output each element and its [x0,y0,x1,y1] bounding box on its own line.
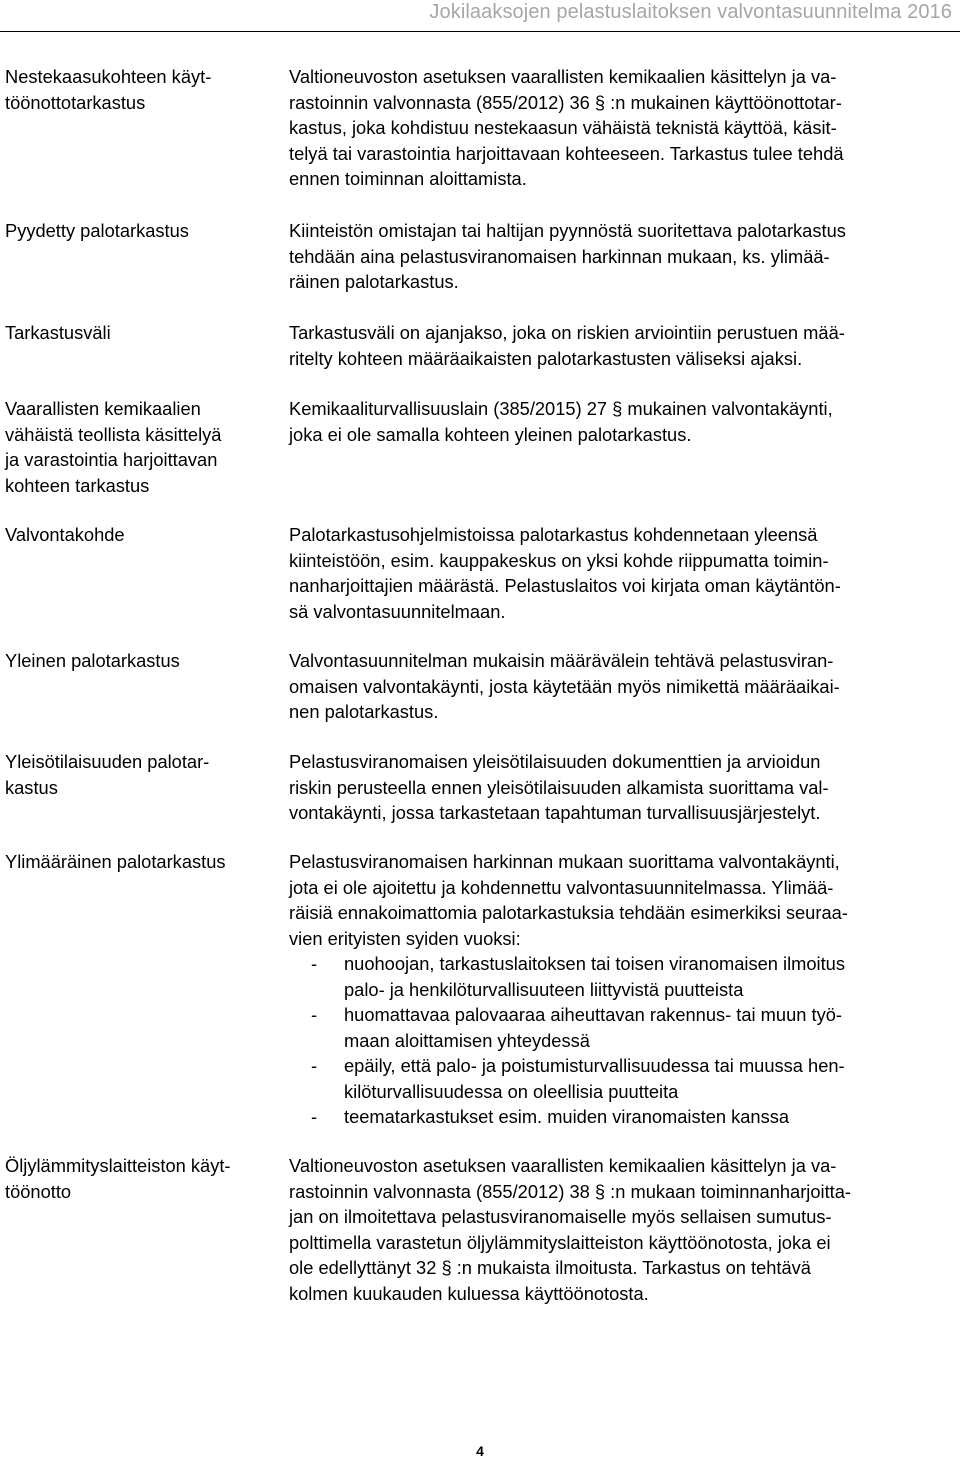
definition-yleisotilaisuuden-palotarkastus [289,749,949,826]
definition-tarkastusvali [289,320,949,371]
list-item-text: teematarkastukset esim. muiden viranomaisten kanssa [344,1106,790,1127]
term-nestekaasukohteen-kayttoonottotarkastus: Nestekaasukohteen käyt- töönottotarkastus [5,66,212,113]
list-item [311,1104,949,1130]
bullet-dash: - [311,1055,318,1076]
definition-text: Pelastusviranomaisen harkinnan mukaan suorittama valvontakäynti, jota ei ole ajoitettu ja kohdennettu valvontasuunnitelmassa. Ylimää- räisiä ennakoimattomia palotarkastuksia tehdään esimerkiksi seuraa- vien erityisten syiden vuoksi: [289,851,848,949]
bullet-dash: - [311,1004,318,1025]
definition-yleinen-palotarkastus [289,648,949,725]
bullet-dash: - [311,1106,318,1127]
definition-vaarallisten-kemikaalien-tarkastus [289,396,949,447]
definition-oljylammityslaitteiston-kayttoonotto [289,1153,949,1306]
term-oljylammityslaitteiston-kayttoonotto: Öljylämmityslaitteiston käyt- töönotto [5,1155,231,1202]
definition-text: Valtioneuvoston asetuksen vaarallisten kemikaalien käsittelyn ja va- rastoinnin valvonnasta (855/2012) 36 § :n mukainen käyttöönottotar- kastus, joka kohdistuu nestekaasun vähäistä teknistä käyttöä, käsit- telyä tai varastointia harjoittavaan kohteeseen. Tarkastus tulee tehdä ennen toiminnan aloittamista. [289,66,844,189]
term-valvontakohde: Valvontakohde [5,524,125,545]
term-tarkastusvali: Tarkastusväli [5,322,111,343]
definition-pyydetty-palotarkastus [289,218,949,295]
list-item [311,1002,949,1053]
list-item-text: nuohoojan, tarkastuslaitoksen tai toisen viranomaisen ilmoitus palo- ja henkilöturvallisuuteen liittyvistä puutteista [344,953,845,1000]
definition-text: Tarkastusväli on ajanjakso, joka on riskien arviointiin perustuen mää- ritelty kohteen määräaikaisten palotarkastusten väliseksi ajaksi. [289,322,845,369]
definition-valvontakohde [289,522,949,624]
list-item-text: huomattavaa palovaaraa aiheuttavan rakennus- tai muun työ- maan aloittamisen yhteydessä [344,1004,842,1051]
term-yleinen-palotarkastus: Yleinen palotarkastus [5,650,180,671]
term-ylimaarainen-palotarkastus: Ylimääräinen palotarkastus [5,851,226,872]
reasons-list [289,951,949,1130]
definition-text: Valvontasuunnitelman mukaisin määrävälein tehtävä pelastusviran- omaisen valvontakäynti, josta käytetään myös nimikettä määräaikai- nen palotarkastus. [289,650,840,722]
list-item [311,951,949,1002]
definition-ylimaarainen-palotarkastus [289,849,949,1130]
header-rule [0,31,960,32]
definition-text: Valtioneuvoston asetuksen vaarallisten kemikaalien käsittelyn ja va- rastoinnin valvonnasta (855/2012) 38 § :n mukaan toiminnanharjoitta- jan on ilmoitettava pelastusviranomaiselle myös sellaisen sumutus- polttimella varastetun öljylämmityslaitteiston käyttöönotosta, joka ei ole edellyttänyt 32 § :n mukaista ilmoitusta. Tarkastus on tehtävä kolmen kuukauden kuluessa käyttöönotosta. [289,1155,851,1304]
term-yleisotilaisuuden-palotarkastus: Yleisötilaisuuden palotar- kastus [5,751,210,798]
definition-text: Kiinteistön omistajan tai haltijan pyynnöstä suoritettava palotarkastus tehdään aina pelastusviranomaisen harkinnan mukaan, ks. ylimää- räinen palotarkastus. [289,220,846,292]
definition-nestekaasukohteen-kayttoonottotarkastus [289,64,949,192]
bullet-dash: - [311,953,318,974]
term-pyydetty-palotarkastus: Pyydetty palotarkastus [5,220,189,241]
page-number: 4 [476,1443,484,1459]
definition-text: Kemikaaliturvallisuuslain (385/2015) 27 § mukainen valvontakäynti, joka ei ole samalla kohteen yleinen palotarkastus. [289,398,833,445]
term-vaarallisten-kemikaalien-tarkastus: Vaarallisten kemikaalien vähäistä teollista käsittelyä ja varastointia harjoittavan kohteen tarkastus [5,398,222,496]
list-item-text: epäily, että palo- ja poistumisturvallisuudessa tai muussa hen- kilöturvallisuudessa on oleellisia puutteita [344,1055,845,1102]
definition-text: Palotarkastusohjelmistoissa palotarkastus kohdennetaan yleensä kiinteistöön, esim. kauppakeskus on yksi kohde riippumatta toimin- nanharjoittajien määrästä. Pelastuslaitos voi kirjata oman käytäntön- sä valvontasuunnitelmaan. [289,524,841,622]
running-header: Jokilaaksojen pelastuslaitoksen valvontasuunnitelma 2016 [429,1,952,23]
list-item [311,1053,949,1104]
definition-text: Pelastusviranomaisen yleisötilaisuuden dokumenttien ja arvioidun riskin perusteella ennen yleisötilaisuuden alkamista suorittama val- vontakäynti, jossa tarkastetaan tapahtuman turvallisuusjärjestelyt. [289,751,829,823]
